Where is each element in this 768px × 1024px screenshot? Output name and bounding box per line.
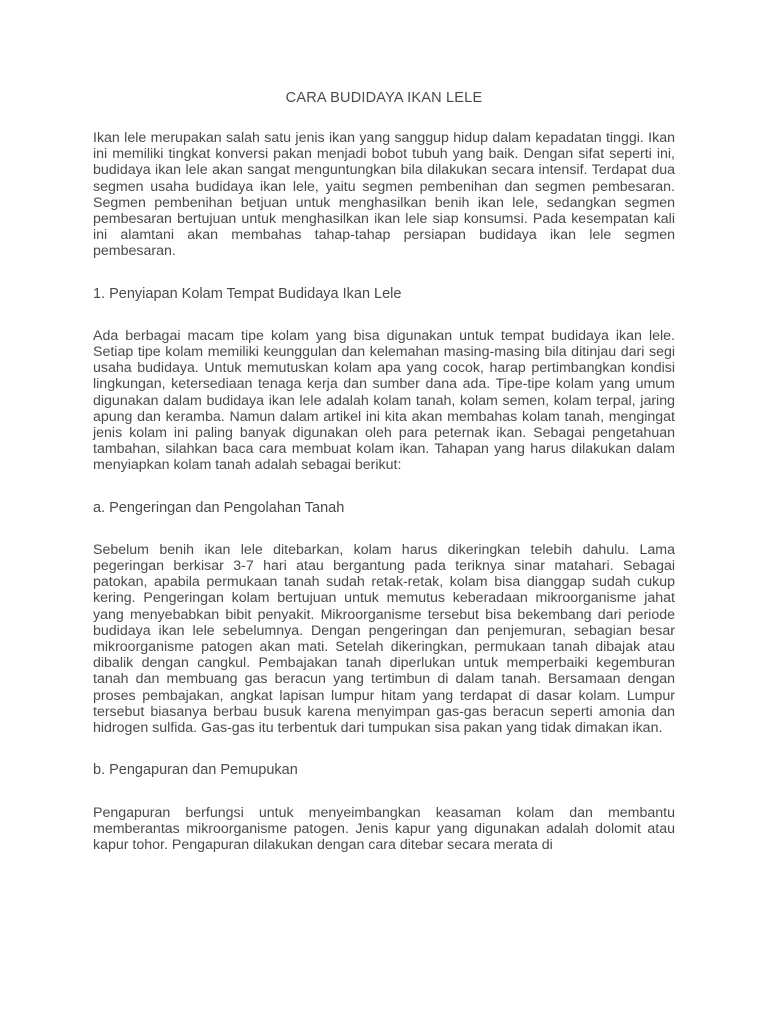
subsection-a-heading: a. Pengeringan dan Pengolahan Tanah [93,499,345,516]
subsection-a-paragraph: Sebelum benih ikan lele ditebarkan, kolam harus dikeringkan telebih dahulu. Lama pegeringan berkisar 3-7 hari atau bergantung pada teriknya sinar matahari. Sebagai patokan, apabila permukaan tanah sudah retak-retak, kolam bisa dianggap sudah cukup kering. Pengeringan kolam bertujuan untuk memutus keberadaan mikroorganisme jahat yang menyebabkan bibit penyakit. Mikroorganisme tersebut bisa bekembang dari periode budidaya ikan lele sebelumnya. Dengan pengeringan dan penjemuran, sebagian besar mikroorganisme patogen akan mati. Setelah dikeringkan, permukaan tanah dibajak atau dibalik dengan cangkul. Pembajakan tanah diperlukan untuk memperbaiki kegemburan tanah dan membuang gas beracun yang tertimbun di dalam tanah. Bersamaan dengan proses pembajakan, angkat lapisan lumpur hitam yang terdapat di dasar kolam. Lumpur tersebut biasanya berbau busuk karena menyimpan gas-gas beracun seperti amonia dan hidrogen sulfida. Gas-gas itu terbentuk dari tumpukan sisa pakan yang tidak dimakan ikan. [93,541,675,737]
subsection-b-heading: b. Pengapuran dan Pemupukan [93,762,298,779]
section-1-paragraph: Ada berbagai macam tipe kolam yang bisa digunakan untuk tempat budidaya ikan lele. Setiap tipe kolam memiliki keunggulan dan kelemahan masing-masing bila ditinjau dari segi usaha budidaya. Untuk memutuskan kolam apa yang cocok, harap pertimbangkan kondisi lingkungan, ketersediaan tenaga kerja dan sumber dana ada. Tipe-tipe kolam yang umum digunakan dalam budidaya ikan lele adalah kolam tanah, kolam semen, kolam terpal, jaring apung dan keramba. Namun dalam artikel ini kita akan membahas kolam tanah, mengingat jenis kolam ini paling banyak digunakan oleh para peternak ikan. Sebagai pengetahuan tambahan, silahkan baca cara membuat kolam ikan. Tahapan yang harus dilakukan dalam menyiapkan kolam tanah adalah sebagai berikut: [93,327,675,474]
intro-paragraph: Ikan lele merupakan salah satu jenis ikan yang sanggup hidup dalam kepadatan tinggi. Ikan ini memiliki tingkat konversi pakan menjadi bobot tubuh yang baik. Dengan sifat seperti ini, budidaya ikan lele akan sangat menguntungkan bila dilakukan secara intensif. Terdapat dua segmen usaha budidaya ikan lele, yaitu segmen pembenihan dan segmen pembesaran. Segmen pembenihan betjuan untuk menghasilkan benih ikan lele, sedangkan segmen pembesaran bertujuan untuk menghasilkan ikan lele siap konsumsi. Pada kesempatan kali ini alamtani akan membahas tahap-tahap persiapan budidaya ikan lele segmen pembesaran. [93,130,675,260]
document-content [93,90,675,879]
section-1-heading: 1. Penyiapan Kolam Tempat Budidaya Ikan Lele [93,285,402,302]
document-title: CARA BUDIDAYA IKAN LELE [285,90,483,106]
subsection-b-paragraph: Pengapuran berfungsi untuk menyeimbangkan keasaman kolam dan membantu memberantas mikroorganisme patogen. Jenis kapur yang digunakan adalah dolomit atau kapur tohor. Pengapuran dilakukan dengan cara ditebar secara merata di [93,804,675,853]
